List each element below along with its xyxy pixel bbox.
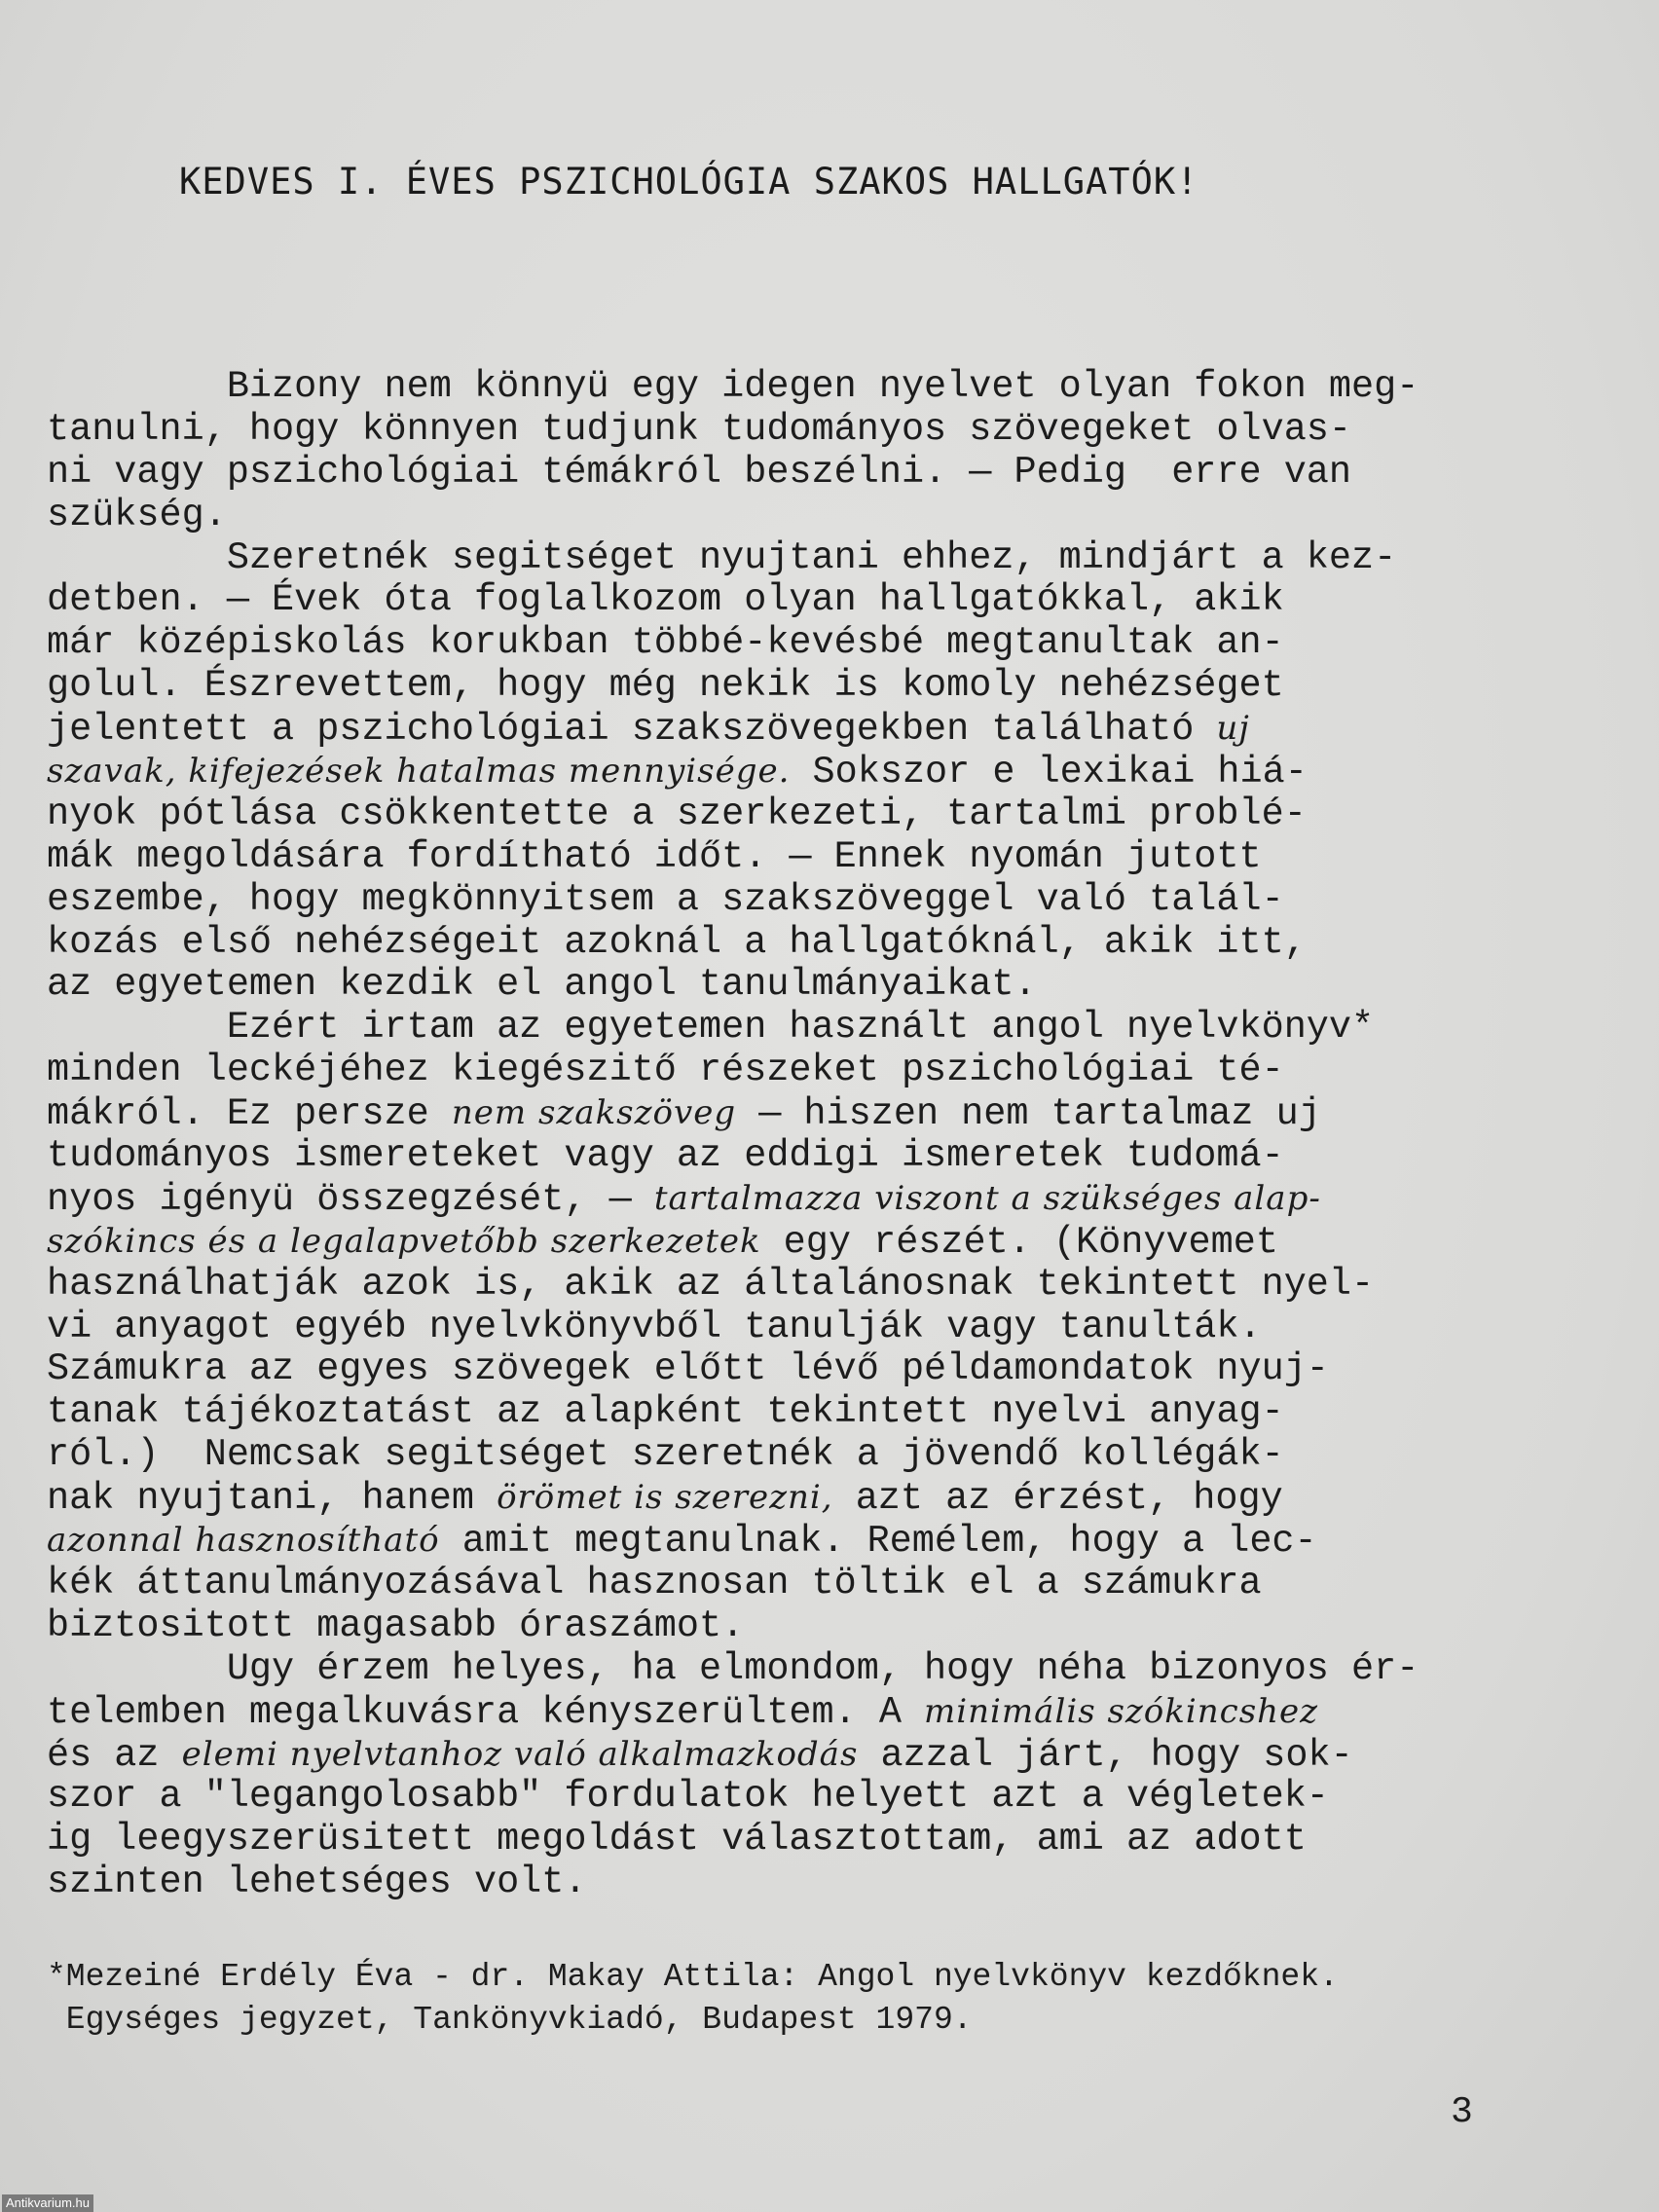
text-line: [47, 1434, 1566, 1477]
text-line: [47, 537, 1566, 580]
text-segment: jelentett a pszichológiai szakszövegekben található: [47, 708, 1217, 752]
text-segment: tanak tájékoztatást az alapként tekintett nyelvi anyag-: [47, 1390, 1284, 1434]
body-text: [47, 366, 1566, 1904]
text-segment: mák megoldására fordítható időt. — Ennek nyomán jutott: [47, 834, 1262, 878]
text-segment: — hiszen nem tartalmaz uj: [736, 1092, 1321, 1136]
text-line: [47, 708, 1566, 751]
text-segment: Számukra az egyes szövegek előtt lévő példamondatok nyuj-: [47, 1347, 1329, 1391]
italic-text: nem szakszöveg: [451, 1093, 737, 1133]
text-line: [47, 665, 1566, 708]
text-line: [47, 409, 1566, 452]
italic-text: elemi nyelvtanhoz való alkalmazkodás: [181, 1734, 859, 1774]
text-line: [47, 793, 1566, 836]
page-number: 3: [1451, 2091, 1473, 2133]
text-line: [47, 366, 1566, 409]
text-line: [47, 1648, 1566, 1691]
text-segment: eszembe, hogy megkönnyitsem a szakszöveggel való talál-: [47, 877, 1284, 921]
text-line: [47, 964, 1566, 1007]
italic-text: szavak, kifejezések hatalmas mennyisége.: [47, 752, 791, 792]
text-line: [47, 1264, 1566, 1307]
text-line: [47, 1691, 1566, 1734]
text-segment: Ugy érzem helyes, ha elmondom, hogy néha bizonyos ér-: [47, 1646, 1419, 1690]
text-line: [47, 751, 1566, 793]
text-segment: szor a "legangolosabb" fordulatok helyett azt a végletek-: [47, 1775, 1329, 1819]
text-segment: vi anyagot egyéb nyelvkönyvből tanulják vagy tanulták.: [47, 1305, 1262, 1348]
text-line: [47, 622, 1566, 665]
text-segment: szükség.: [47, 493, 227, 536]
text-line: [47, 1135, 1566, 1178]
text-line: [47, 1391, 1566, 1434]
italic-text: tartalmazza viszont a szükséges alap-: [653, 1178, 1321, 1218]
text-segment: azzal járt, hogy sok-: [858, 1733, 1353, 1777]
text-segment: Ezért irtam az egyetemen használt angol nyelvkönyv*: [47, 1006, 1375, 1050]
text-segment: detben. — Évek óta foglalkozom olyan hallgatókkal, akik: [47, 578, 1284, 622]
text-segment: nyos igényü összegzését, —: [47, 1177, 654, 1221]
italic-text: örömet is szerezni,: [497, 1478, 833, 1518]
text-segment: már középiskolás korukban többé-kevésbé megtanultak an-: [47, 621, 1284, 665]
text-segment: egy részét. (Könyvemet: [760, 1220, 1278, 1264]
text-segment: mákról. Ez persze: [47, 1092, 452, 1136]
text-line: [47, 1477, 1566, 1520]
text-line: [47, 1563, 1566, 1605]
text-line: [47, 579, 1566, 622]
text-line: [47, 1221, 1566, 1264]
text-line: [47, 1819, 1566, 1862]
text-segment: Bizony nem könnyü egy idegen nyelvet olyan fokon meg-: [47, 365, 1419, 408]
text-segment: ig leegyszerüsitett megoldást választottam, ami az adott: [47, 1818, 1307, 1862]
text-segment: biztositott magasabb óraszámot.: [47, 1604, 745, 1647]
text-segment: kék áttanulmányozásával hasznosan töltik el a számukra: [47, 1561, 1262, 1604]
text-line: [47, 1776, 1566, 1819]
italic-text: szókincs és a legalapvetőbb szerkezetek: [47, 1221, 761, 1261]
text-segment: Szeretnék segitséget nyujtani ehhez, mindjárt a kez-: [47, 535, 1397, 579]
text-segment: szinten lehetséges volt.: [47, 1861, 587, 1904]
text-line: [47, 1307, 1566, 1349]
text-segment: telemben megalkuvásra kényszerültem. A: [47, 1690, 925, 1734]
text-line: [47, 1092, 1566, 1135]
text-segment: Sokszor e lexikai hiá-: [790, 751, 1308, 794]
text-segment: azt az érzést, hogy: [832, 1477, 1283, 1521]
text-segment: tudományos ismereteket vagy az eddigi ismeretek tudomá-: [47, 1134, 1284, 1178]
text-segment: minden leckéjéhez kiegészitő részeket pszichológiai té-: [47, 1049, 1284, 1092]
text-line: [47, 1348, 1566, 1391]
italic-text: minimális szókincshez: [924, 1691, 1319, 1731]
footnote-line: Egységes jegyzet, Tankönyvkiadó, Budapest 1979.: [47, 2002, 973, 2038]
text-line: [47, 879, 1566, 922]
watermark: Antikvarium.hu: [2, 2194, 93, 2212]
italic-text: azonnal hasznosítható: [47, 1521, 440, 1561]
text-segment: használhatják azok is, akik az általánosnak tekintett nyel-: [47, 1262, 1375, 1306]
text-line: [47, 1734, 1566, 1777]
text-line: [47, 1007, 1566, 1050]
text-line: [47, 836, 1566, 879]
text-line: [47, 922, 1566, 965]
text-segment: nyok pótlása csökkentette a szerkezeti, tartalmi problé-: [47, 792, 1307, 835]
text-segment: tanulni, hogy könnyen tudjunk tudományos szövegeket olvas-: [47, 407, 1352, 451]
text-segment: ni vagy pszichológiai témákról beszélni. — Pedig erre van: [47, 450, 1352, 494]
text-line: [47, 495, 1566, 537]
text-segment: kozás első nehézségeit azoknál a hallgatóknál, akik itt,: [47, 920, 1307, 964]
page-heading: KEDVES I. ÉVES PSZICHOLÓGIA SZAKOS HALLGATÓK!: [179, 161, 1199, 203]
text-line: [47, 1520, 1566, 1563]
italic-text: uj: [1216, 709, 1250, 749]
text-line: [47, 1050, 1566, 1092]
text-line: [47, 452, 1566, 495]
text-segment: és az: [47, 1733, 182, 1777]
text-line: [47, 1178, 1566, 1221]
footnote: [47, 1956, 1566, 2042]
text-line: [47, 1862, 1566, 1904]
text-line: [47, 1605, 1566, 1648]
text-segment: ról.) Nemcsak segitséget szeretnék a jövendő kollégák-: [47, 1433, 1284, 1477]
text-segment: golul. Észrevettem, hogy még nekik is komoly nehézséget: [47, 664, 1284, 708]
text-segment: nak nyujtani, hanem: [47, 1477, 498, 1521]
text-segment: az egyetemen kezdik el angol tanulmányaikat.: [47, 963, 1037, 1007]
text-segment: amit megtanulnak. Remélem, hogy a lec-: [439, 1520, 1317, 1564]
footnote-line: *Mezeiné Erdély Éva - dr. Makay Attila: Angol nyelvkönyv kezdőknek.: [47, 1959, 1339, 1995]
